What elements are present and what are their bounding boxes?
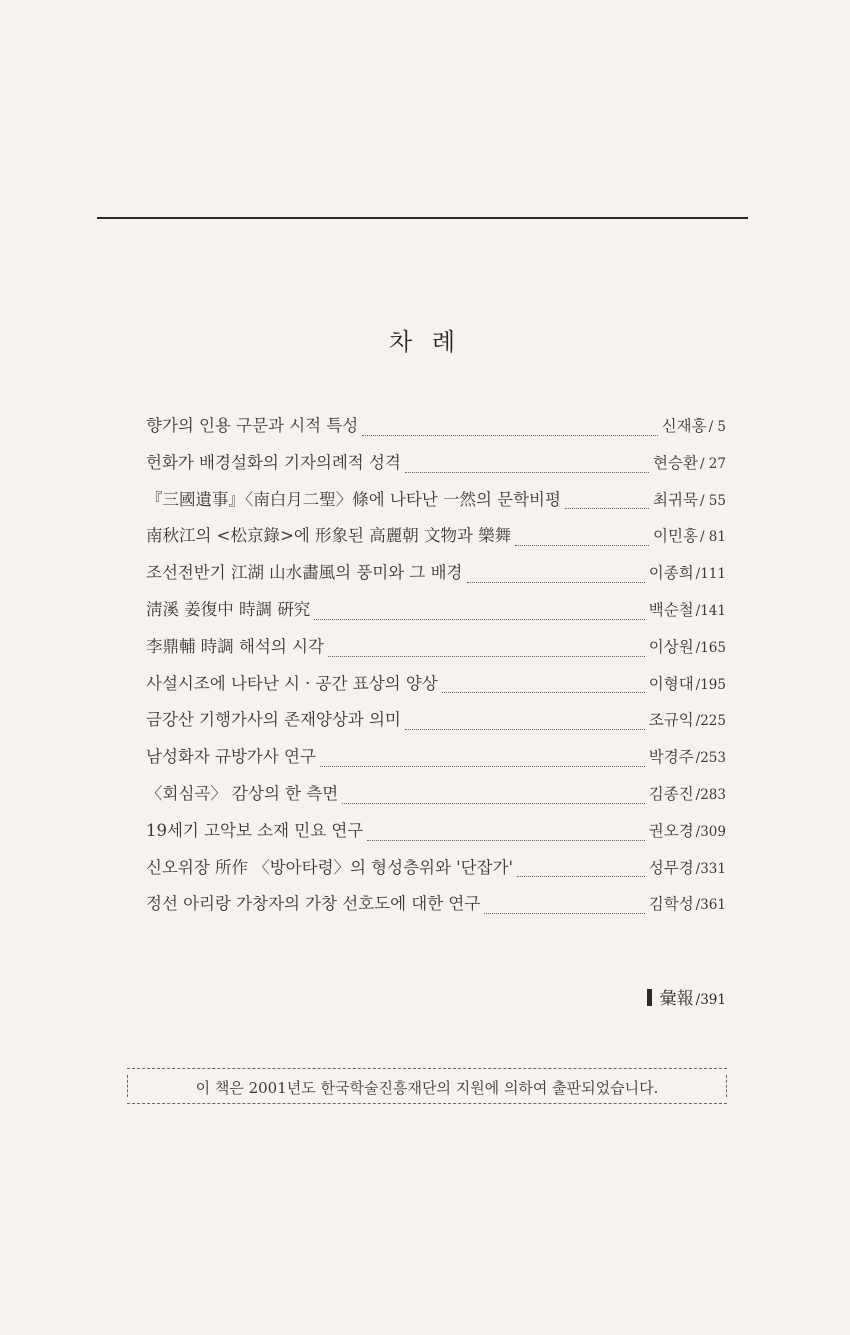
entry-author: 박경주 xyxy=(648,748,694,767)
entry-author: 김학성 xyxy=(648,895,694,914)
entry-author: 신재홍 xyxy=(661,417,707,435)
dot-leader xyxy=(320,766,645,767)
entry-title: 신오위장 所作 〈방아타령〉의 형성층위와 '단잡가' xyxy=(146,857,514,877)
entry-author: 백순철 xyxy=(648,600,694,619)
dot-leader xyxy=(342,803,645,804)
entry-title: 헌화가 배경설화의 기자의례적 성격 xyxy=(146,452,401,472)
entry-page: /283 xyxy=(695,786,726,803)
appendix-entry xyxy=(540,984,726,1009)
toc-entry xyxy=(146,743,726,780)
entry-author: 이상원 xyxy=(648,637,694,656)
toc-entry xyxy=(146,449,726,486)
entry-page: /195 xyxy=(695,676,726,693)
entry-author: 성무경 xyxy=(648,858,694,877)
entry-title: 조선전반기 江湖 山水畵風의 풍미와 그 배경 xyxy=(146,563,463,583)
entry-author: 이종희 xyxy=(648,564,694,583)
entry-title: 〈회심곡〉 감상의 한 측면 xyxy=(146,783,339,803)
entry-title: 향가의 인용 구문과 시적 특성 xyxy=(146,416,359,435)
toc-entry xyxy=(146,890,726,927)
entry-title: 李鼎輔 時調 해석의 시각 xyxy=(146,636,324,656)
entry-page: / 27 xyxy=(699,455,726,472)
dot-leader xyxy=(565,508,649,509)
entry-title: 금강산 기행가사의 존재양상과 의미 xyxy=(146,710,401,730)
entry-page: /361 xyxy=(695,897,726,914)
dot-leader xyxy=(484,913,644,914)
entry-title: 정선 아리랑 가창자의 가창 선호도에 대한 연구 xyxy=(146,894,481,914)
entry-author: 최귀묵 xyxy=(653,490,698,509)
dot-leader xyxy=(362,435,657,436)
toc-entry xyxy=(146,412,726,449)
toc-entry xyxy=(146,670,726,707)
toc-entry xyxy=(146,486,726,523)
entry-title: 남성화자 규방가사 연구 xyxy=(146,747,316,767)
funding-notice-box xyxy=(127,1068,727,1104)
entry-author: 권오경 xyxy=(648,821,694,840)
toc-entry xyxy=(146,522,726,559)
funding-notice-text: 이 책은 2001년도 한국학술진흥재단의 지원에 의하여 출판되었습니다. xyxy=(195,1079,659,1097)
entry-title: 19세기 고악보 소재 민요 연구 xyxy=(146,820,364,840)
entry-page: /111 xyxy=(695,566,726,583)
toc-entry xyxy=(146,706,726,743)
entry-page: /253 xyxy=(695,750,726,767)
entry-title: 淸溪 姜復中 時調 硏究 xyxy=(146,599,311,619)
dot-leader xyxy=(405,472,649,473)
dot-leader xyxy=(515,545,649,546)
dot-leader xyxy=(517,876,645,877)
entry-author: 현승환 xyxy=(653,453,698,472)
entry-page: /141 xyxy=(695,602,726,619)
entry-page: /165 xyxy=(695,639,726,656)
entry-author: 김종진 xyxy=(648,784,694,803)
dot-leader xyxy=(367,840,644,841)
dot-leader xyxy=(405,729,645,730)
entry-author: 조규익 xyxy=(648,711,694,730)
entry-title: 사설시조에 나타난 시 · 공간 표상의 양상 xyxy=(146,673,438,693)
dot-leader xyxy=(314,619,645,620)
entry-page: /225 xyxy=(695,713,726,730)
entry-author: 이형대 xyxy=(648,674,694,693)
entry-title: 『三國遺事』〈南白月二聖〉條에 나타난 一然의 문학비평 xyxy=(146,489,561,509)
entry-title: 南秋江의 <松京錄>에 形象된 高麗朝 文物과 樂舞 xyxy=(146,526,512,546)
toc-entry xyxy=(146,817,726,854)
dot-leader xyxy=(328,656,645,657)
toc-list xyxy=(146,412,726,927)
appendix-label: 彙報 xyxy=(659,989,694,1009)
entry-page: /331 xyxy=(695,860,726,877)
appendix-page: /391 xyxy=(695,992,726,1008)
entry-page: /309 xyxy=(695,823,726,840)
toc-entry xyxy=(146,633,726,670)
entry-page: / 5 xyxy=(708,419,726,435)
toc-entry xyxy=(146,854,726,891)
entry-author: 이민홍 xyxy=(653,527,698,546)
toc-entry xyxy=(146,559,726,596)
dot-leader xyxy=(467,582,645,583)
toc-title: 차 례 xyxy=(389,328,461,356)
bullet-bar-icon xyxy=(647,989,652,1006)
entry-page: / 81 xyxy=(699,529,726,546)
toc-entry xyxy=(146,596,726,633)
top-rule xyxy=(97,217,748,219)
toc-entry xyxy=(146,780,726,817)
dot-leader xyxy=(442,692,645,693)
entry-page: / 55 xyxy=(699,492,726,509)
